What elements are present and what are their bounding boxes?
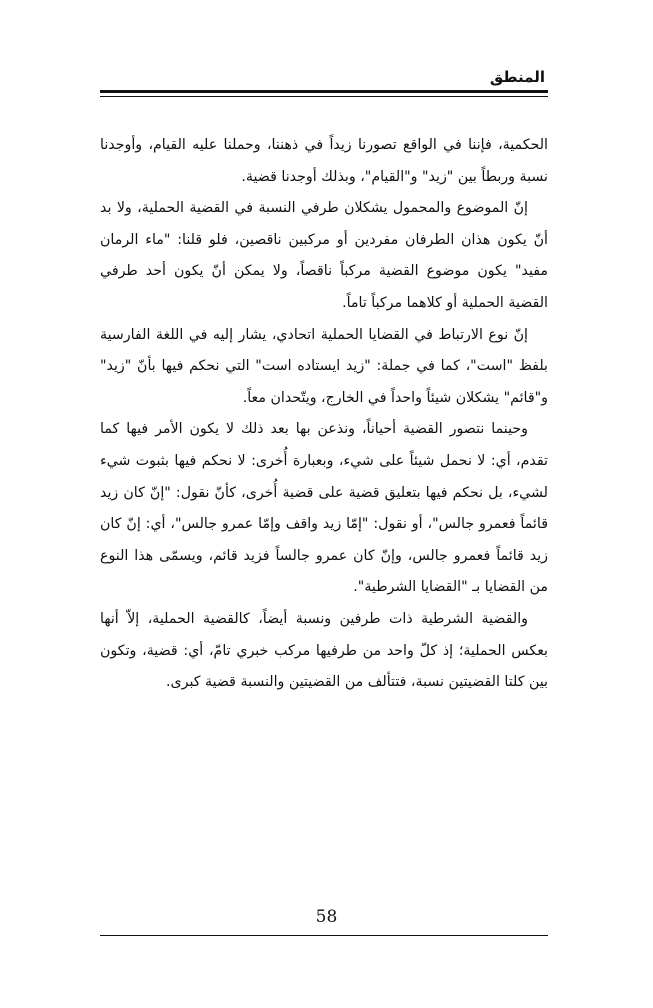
paragraph-2: إنّ الموضوع والمحمول يشكلان طرفي النسبة في القضية الحملية، ولا بد أنّ يكون هذان الطرفان مفردين أو مركبين ناقصين، فلو قلنا: "ماء الرمان مفيد" يكون موضوع القضية مركباً ناقصاً، ولا يمكن أنّ يكون أحد طرفي القضية الحملية أو كلاهما مركباً تاماً. xyxy=(100,200,548,311)
running-title: المنطق xyxy=(489,68,545,86)
header-rule-thin xyxy=(100,96,548,97)
body-text xyxy=(100,130,548,699)
paragraph-3: إنّ نوع الارتباط في القضايا الحملية اتحادي، يشار إليه في اللغة الفارسية بلفظ "است"، كما في جملة: "زيد ايستاده است" التي نحكم فيها بأنّ "زيد" و"قائم" يشكلان شيئاً واحداً في الخارج، ويتّحدان معاً. xyxy=(100,326,548,406)
footer-rule xyxy=(100,935,548,936)
paragraph-5: والقضية الشرطية ذات طرفين ونسبة أيضاً، كالقضية الحملية، إلاّ أنها بعكس الحملية؛ إذ كلّ واحد من طرفيها مركب خبري تامّ، أي: قضية، وتكون بين كلتا القضيتين نسبة، فتتألف من القضيتين والنسبة قضية كبرى. xyxy=(100,610,548,691)
page-number: 58 xyxy=(315,907,338,927)
paragraph-1: الحكمية، فإننا في الواقع تصورنا زيداً في ذهننا، وحملنا عليه القيام، وأوجدنا نسبة وربطاً بين "زيد" و"القيام"، وبذلك أوجدنا قضية. xyxy=(100,137,548,185)
header-rule-thick xyxy=(100,90,548,93)
paragraph-4: وحينما نتصور القضية أحياناً، ونذعن بها بعد ذلك لا يكون الأمر فيها كما تقدم، أي: لا نحمل شيئاً على شيء، وبعبارة أُخرى: لا نحكم فيها بثبوت شيء لشيء، بل نحكم فيها بتعليق قضية على قضية أُخرى، كأنّ نقول: "إنّ كان زيد قائماً فعمرو جالس"، أو نقول: "إمّا زيد واقف وإمّا عمرو جالس"، أي: إنّ كان زيد قائماً فعمرو جالس، وإنّ كان عمرو جالساً فزيد قائم، ويسمّى هذا النوع من القضايا بـ "القضايا الشرطية". xyxy=(100,421,548,596)
